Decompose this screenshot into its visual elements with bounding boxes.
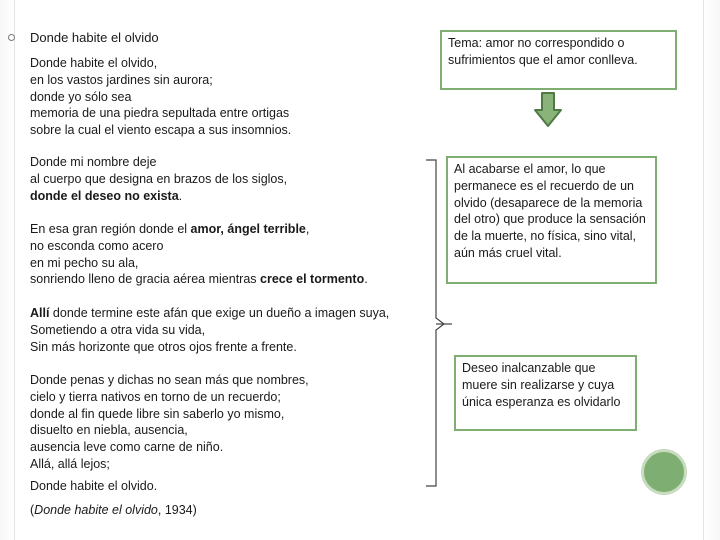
- line-text: En esa gran región donde el: [30, 222, 191, 236]
- punctuation: ,: [305, 222, 310, 236]
- stanza-1-line: memoria de una piedra sepultada entre ortigas: [30, 106, 290, 121]
- desire-box: Deseo inalcanzable que muere sin realizarse y cuya única esperanza es olvidarlo: [454, 355, 637, 431]
- stanza-5: [30, 372, 309, 473]
- stanza-4-line: Sometiendo a otra vida su vida,: [30, 322, 206, 337]
- bullet-icon: [8, 34, 15, 41]
- left-frame-border: [0, 0, 15, 540]
- final-line: Donde habite el olvido.: [30, 479, 158, 493]
- stanza-5-line: disuelto en niebla, ausencia,: [30, 423, 188, 438]
- stanza-4-line: [30, 305, 389, 322]
- stanza-4-line: Sin más horizonte que otros ojos frente a frente.: [30, 339, 297, 354]
- stanza-1-line: sobre la cual el viento escapa a sus insomnios.: [30, 123, 292, 138]
- stanza-5-line: donde al fin quede libre sin saberlo yo mismo,: [30, 406, 285, 421]
- stanza-1-line: Donde habite el olvido,: [30, 56, 158, 70]
- stanza-2-line: al cuerpo que designa en brazos de los siglos,: [30, 171, 288, 186]
- stanza-3-line: [30, 271, 368, 288]
- stanza-3-line: [30, 221, 368, 238]
- punctuation: .: [364, 272, 368, 287]
- bold-phrase: amor, ángel terrible: [190, 222, 306, 236]
- line-text: donde termine este afán que exige un dueño a imagen suya,: [49, 306, 390, 320]
- stanza-2-line: [30, 188, 287, 205]
- citation-rest: , 1934): [157, 503, 197, 517]
- stanza-4: [30, 305, 389, 355]
- bold-phrase: Allí: [30, 306, 50, 320]
- bold-phrase: crece el tormento: [260, 272, 365, 287]
- stanza-3-line: en mi pecho su ala,: [30, 255, 139, 270]
- citation-work: Donde habite el olvido: [34, 503, 158, 517]
- citation: [30, 502, 197, 519]
- bold-phrase: donde el deseo no exista: [30, 188, 179, 203]
- memory-box: Al acabarse el amor, lo que permanece es el recuerdo de un olvido (desaparece de la memoria del otro) que produce la sensación de la muerte, no física, sino vital, aún más cruel vital.: [446, 156, 657, 284]
- poem-title: Donde habite el olvido: [30, 30, 159, 45]
- punctuation: .: [178, 188, 183, 203]
- stanza-5-line: Donde penas y dichas no sean más que nombres,: [30, 373, 309, 387]
- line-text: sonriendo lleno de gracia aérea mientras: [30, 272, 260, 287]
- stanza-3: [30, 221, 368, 288]
- stanza-1: [30, 55, 291, 139]
- citation-open: (: [30, 503, 35, 517]
- stanza-1-line: donde yo sólo sea: [30, 89, 132, 104]
- right-brace-icon: [422, 158, 452, 488]
- theme-box: Tema: amor no correspondido o sufrimientos que el amor conlleva.: [440, 30, 677, 90]
- decorative-circle: [641, 449, 687, 495]
- stanza-2-line: Donde mi nombre deje: [30, 155, 157, 169]
- stanza-5-line: ausencia leve como carne de niño.: [30, 440, 224, 455]
- stanza-1-line: en los vastos jardines sin aurora;: [30, 72, 213, 87]
- stanza-5-line: cielo y tierra nativos en torno de un recuerdo;: [30, 389, 281, 404]
- stanza-5-line: Allá, allá lejos;: [30, 456, 110, 471]
- down-arrow-icon: [533, 92, 563, 128]
- stanza-2: [30, 154, 287, 204]
- stanza-3-line: no esconda como acero: [30, 238, 164, 253]
- right-frame-border: [703, 0, 720, 540]
